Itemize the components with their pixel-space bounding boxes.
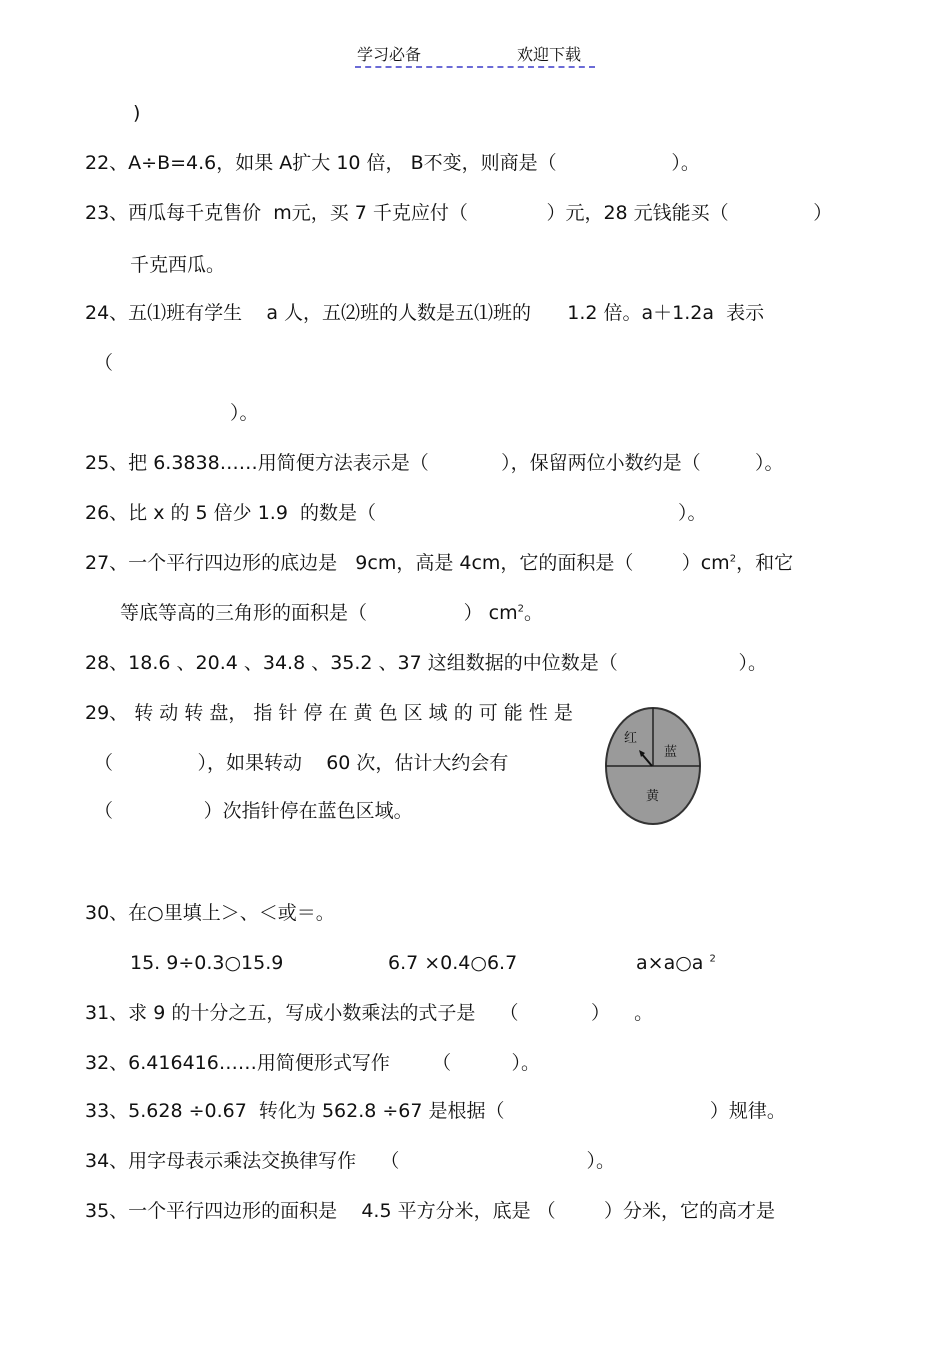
question-32: 32、6.416416……用简便形式写作 （ ）。 (85, 1052, 541, 1074)
q27b-text: 等底等高的三角形的面积是（ ） cm (120, 602, 518, 624)
question-29: 29、 转 动 转 盘， 指 针 停 在 黄 色 区 域 的 可 能 性 是 (85, 702, 573, 724)
question-26: 26、比 x 的 5 倍少 1.9 的数是（ ）。 (85, 502, 707, 524)
question-27-cont (120, 600, 543, 626)
q27-text: 27、一个平行四边形的底边是 9cm，高是 4cm，它的面积是（ ）cm (85, 552, 730, 574)
question-23: 23、西瓜每千克售价 m元，买 7 千克应付（ ）元，28 元钱能买（ ） (85, 202, 833, 224)
question-line: ) (133, 102, 141, 124)
question-34: 34、用字母表示乘法交换律写作 （ ）。 (85, 1150, 616, 1172)
question-35: 35、一个平行四边形的面积是 4.5 平方分米，底是 （ ）分米，它的高才是 (85, 1200, 775, 1222)
spinner-label-blue: 蓝 (664, 745, 678, 760)
question-23-cont: 千克西瓜。 (130, 254, 226, 276)
q30-expression-1: 15. 9÷0.3○15.9 (130, 952, 284, 974)
spinner-diagram (604, 706, 704, 828)
question-33: 33、5.628 ÷0.67 转化为 562.8 ÷67 是根据（ ）规律。 (85, 1100, 786, 1122)
question-29-end: （ ）次指针停在蓝色区域。 (94, 800, 413, 822)
question-24-end: ）。 (230, 402, 259, 424)
question-29-cont: （ ），如果转动 60 次，估计大约会有 (94, 752, 509, 774)
spinner-label-red: 红 (624, 731, 638, 746)
q30-expression-2: 6.7 ×0.4○6.7 (388, 952, 518, 974)
q27b-superscript: 2 (517, 603, 525, 615)
q27-text-end: ，和它 (736, 552, 794, 574)
question-24-cont: （ (94, 352, 114, 374)
question-27 (85, 550, 793, 576)
page-header (355, 40, 595, 68)
q27b-text-end: 。 (524, 602, 544, 624)
question-25: 25、把 6.3838……用简便方法表示是（ ），保留两位小数约是（ ）。 (85, 452, 784, 474)
question-28: 28、18.6 、20.4 、34.8 、35.2 、37 这组数据的中位数是（ ）。 (85, 652, 768, 674)
header-right-text: 欢迎下载 (517, 45, 582, 64)
question-30: 30、在○里填上＞、＜或＝。 (85, 902, 335, 924)
q30-expr3-text: a×a○a (636, 952, 710, 974)
q27-superscript: 2 (729, 553, 737, 565)
spinner-label-yellow: 黄 (646, 789, 660, 804)
question-24: 24、五⑴班有学生 a 人，五⑵班的人数是五⑴班的 1.2 倍。a＋1.2a 表示 (85, 302, 765, 324)
q30-expression-3 (636, 950, 716, 976)
question-31: 31、求 9 的十分之五，写成小数乘法的式子是 （ ） 。 (85, 1002, 654, 1024)
q30-expr3-superscript: 2 (709, 953, 716, 965)
question-22: 22、A÷B=4.6，如果 A扩大 10 倍， B不变，则商是（ ）。 (85, 152, 700, 174)
header-left-text: 学习必备 (357, 45, 422, 64)
